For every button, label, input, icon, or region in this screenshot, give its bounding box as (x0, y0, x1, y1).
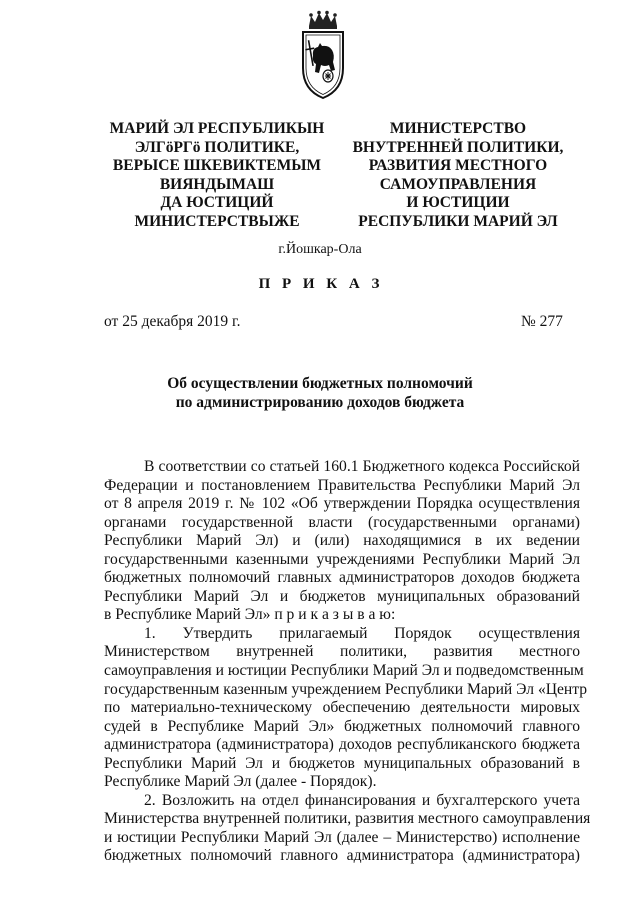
body-line: Федерации и постановлением Правительства Республики Марий Эл (104, 476, 580, 494)
city-name: г.Йошкар-Ола (278, 242, 362, 257)
body-line: бюджетных полномочий главного администратора (администратора) (104, 847, 580, 865)
body-line: государственным казенным учреждением Республики Марий Эл «Центр (104, 680, 588, 698)
body-line: от 8 апреля 2019 г. № 102 «Об утверждении Порядка осуществления (104, 495, 580, 513)
document-body (104, 458, 591, 866)
header-left-line: МИНИСТЕРСТВЫЖЕ (134, 212, 300, 230)
body-line: по материально-техническому обеспечению деятельности мировых (104, 699, 580, 717)
paragraph-2-line: 2. Возложить на отдел финансирования и бухгалтерского учета (144, 791, 580, 809)
body-line: Министерством внутренней политики, развития местного (104, 643, 580, 661)
header-right-line: И ЮСТИЦИИ (406, 194, 510, 212)
ministry-name-russian (338, 120, 578, 232)
body-line: государственными казенными учреждениями Республики Марий Эл (104, 550, 580, 568)
header-right-line: САМОУПРАВЛЕНИЯ (379, 175, 537, 193)
header-right-line: РАЗВИТИЯ МЕСТНОГО (368, 157, 548, 175)
body-line: В соответствии со статьей 160.1 Бюджетного кодекса Российской (144, 458, 580, 475)
body-line: органами государственной власти (государственными органами) (104, 513, 580, 531)
body-line: администратора (администратора) доходов республиканского бюджета (104, 736, 580, 754)
paragraph-1-line: 1. Утвердить прилагаемый Порядок осуществления (144, 624, 580, 642)
title-line: по администрированию доходов бюджета (175, 393, 465, 411)
body-line: бюджетных полномочий главных администраторов доходов бюджета (104, 569, 580, 587)
body-line: в Республике Марий Эл» п р и к а з ы в а ю: (104, 606, 396, 624)
body-line: самоуправления и юстиции Республики Марий Эл и подведомственным (104, 662, 584, 680)
ministry-name-mari (86, 120, 348, 232)
body-line: Министерства внутренней политики, развития местного самоуправления (104, 810, 591, 828)
body-line: Республики Марий Эл) и (или) находящимися в их ведении (104, 532, 580, 550)
document-date: от 25 декабря 2019 г. (104, 313, 241, 330)
header-left-line: МАРИЙ ЭЛ РЕСПУБЛИКЫН (109, 120, 325, 137)
title-line: Об осуществлении бюджетных полномочий (167, 375, 473, 392)
header-left-line: ВИЯНДЫМАШ (159, 175, 275, 193)
header-left-line: ДА ЮСТИЦИЙ (160, 194, 274, 212)
body-line: Республики Марий Эл и бюджетов муниципальных образований в (104, 754, 580, 772)
document-title (0, 375, 640, 412)
body-line: и юстиции Республики Марий Эл (далее – Министерство) исполнение (104, 828, 580, 846)
document-type-heading: П Р И К А З (258, 276, 382, 292)
body-line: Республики Марий Эл и бюджетов муниципальных образований (104, 587, 580, 605)
document-number: № 277 (521, 313, 563, 330)
header-right-line: РЕСПУБЛИКИ МАРИЙ ЭЛ (358, 212, 558, 230)
header-right-line: МИНИСТЕРСТВО (389, 120, 527, 137)
body-line: Республике Марий Эл (далее - Порядок). (104, 773, 377, 791)
header-left-line: ЭЛГӧРГӧ ПОЛИТИКЕ, (134, 138, 300, 156)
coat-of-arms-emblem (297, 10, 349, 102)
body-line: судей в Республике Марий Эл» бюджетных полномочий главного (104, 717, 580, 735)
header-right-line: ВНУТРЕННЕЙ ПОЛИТИКИ, (352, 138, 564, 156)
header-left-line: ВЕРЫСЕ ШКЕВИКТЕМЫМ (112, 157, 322, 175)
